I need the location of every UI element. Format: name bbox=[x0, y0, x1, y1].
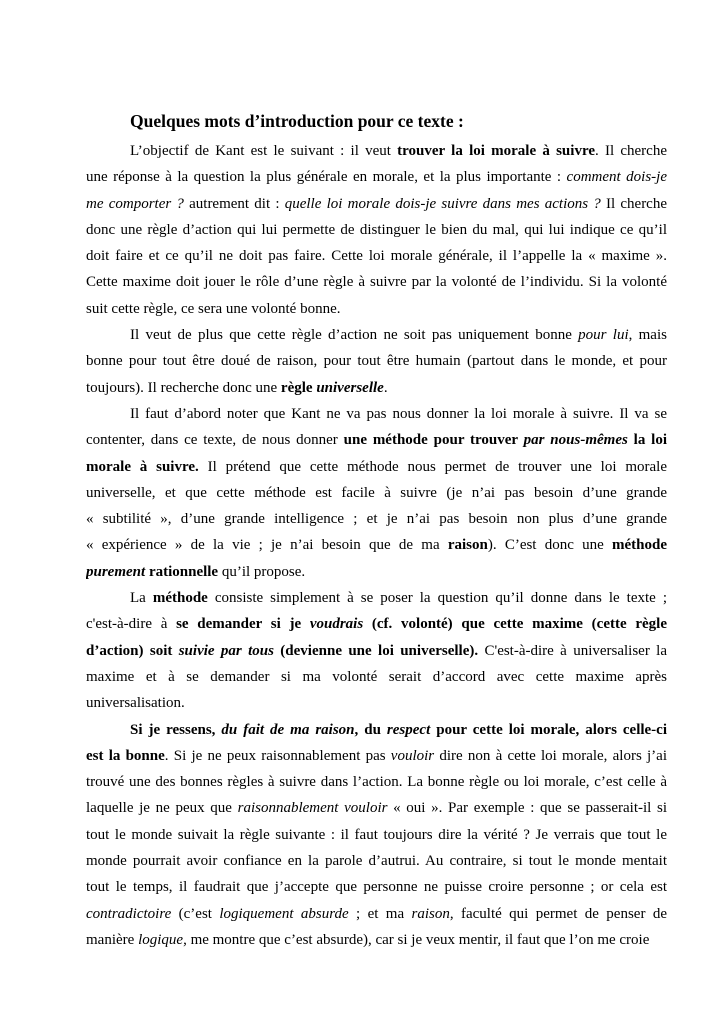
text-line bbox=[86, 769, 667, 795]
text-line bbox=[86, 427, 667, 453]
text-run: respect bbox=[386, 721, 431, 738]
text-line bbox=[86, 217, 667, 243]
text-run: « expérience » de la vie ; je n’ai besoin que de ma bbox=[86, 537, 448, 554]
text-run: raison bbox=[411, 905, 450, 922]
text-line bbox=[86, 822, 667, 848]
text-run: Il cherche bbox=[600, 195, 667, 212]
text-run: La bbox=[130, 590, 153, 607]
text-run: Il prétend que cette méthode nous permet de trouver une loi morale bbox=[198, 458, 667, 475]
text-run: universelle, et que cette méthode est facile à suivre (je n’ai pas besoin d’une grande bbox=[86, 484, 667, 501]
text-run: ; et ma bbox=[348, 905, 412, 922]
text-line bbox=[86, 901, 667, 927]
text-run: . Il cherche bbox=[594, 143, 667, 159]
text-run: quelle loi morale dois-je suivre dans mes actions ? bbox=[284, 195, 601, 212]
text-run: Il faut d’abord noter que Kant ne va pas nous donner la loi morale à suivre. Il va se bbox=[130, 405, 667, 422]
text-run: pour cette loi morale, alors celle-ci bbox=[430, 721, 667, 738]
text-run: une réponse à la question la plus générale en morale, et la plus importante : bbox=[86, 169, 567, 186]
text-run: . bbox=[383, 379, 388, 396]
text-run: raison bbox=[447, 537, 488, 554]
body-text bbox=[86, 138, 667, 953]
text-run: c'est-à-dire à bbox=[86, 616, 177, 633]
text-run: règle bbox=[280, 379, 317, 396]
text-line bbox=[86, 322, 667, 348]
text-run: trouver la loi morale à suivre bbox=[397, 143, 595, 159]
text-run: suivie par tous bbox=[178, 642, 274, 659]
text-line bbox=[86, 532, 667, 558]
text-line bbox=[86, 164, 667, 190]
text-run: trouvé une des bonnes règles à suivre dans l’action. La bonne règle ou loi morale, c’est celle à bbox=[86, 774, 667, 791]
text-run: autrement dit : bbox=[183, 195, 285, 212]
text-run: , me montre que c’est absurde), car si je veux mentir, il faut que l’on me croie bbox=[183, 931, 650, 948]
text-run: me comporter ? bbox=[86, 195, 184, 212]
section-title: Quelques mots d’introduction pour ce texte : bbox=[130, 111, 464, 131]
text-run: raisonnablement vouloir bbox=[237, 800, 388, 817]
text-run: monde pourrait avoir confiance en la parole d’autrui. Au contraire, si tout le monde mentait bbox=[86, 853, 667, 870]
text-run: une méthode pour trouver bbox=[343, 432, 524, 449]
text-run: vouloir bbox=[390, 747, 435, 764]
text-line bbox=[86, 191, 667, 217]
text-run: universalisation. bbox=[86, 695, 185, 712]
text-run: donc une règle d’action qui lui permette de distinguer le bien du mal, qui lui indique ce qu’il bbox=[86, 221, 667, 238]
text-run: maxime et à se demander si ma volonté serait d’accord avec cette maxime après bbox=[86, 668, 667, 685]
text-run: morale à suivre. bbox=[86, 458, 199, 475]
text-line bbox=[86, 243, 667, 269]
text-run: (devienne une loi universelle). bbox=[273, 642, 479, 659]
text-line bbox=[86, 638, 667, 664]
text-line bbox=[86, 690, 667, 716]
text-run: , mais bbox=[628, 327, 667, 344]
text-run: laquelle je ne peux que bbox=[86, 800, 238, 817]
text-run: toujours). Il recherche donc une bbox=[86, 379, 281, 396]
text-line bbox=[86, 138, 667, 164]
document-page bbox=[86, 104, 667, 953]
text-line bbox=[86, 559, 667, 585]
text-run: la loi bbox=[627, 432, 667, 449]
text-run: pour lui bbox=[578, 327, 629, 344]
text-run: méthode bbox=[611, 537, 667, 554]
text-run: manière bbox=[86, 931, 139, 948]
text-run: (cf. volonté) que cette maxime (cette règle bbox=[363, 616, 667, 633]
text-run: suit cette règle, ce sera une volonté bonne. bbox=[86, 300, 341, 317]
text-run: contradictoire bbox=[86, 905, 172, 922]
text-run: méthode bbox=[152, 590, 208, 607]
text-run: d’action) soit bbox=[86, 642, 179, 659]
text-run: se demander si je bbox=[176, 616, 310, 633]
text-run: voudrais bbox=[309, 616, 364, 633]
text-run: logique bbox=[138, 931, 184, 948]
text-run: rationnelle bbox=[145, 563, 219, 580]
text-run: Il veut de plus que cette règle d’action ne soit pas uniquement bonne bbox=[130, 327, 579, 344]
text-line bbox=[86, 348, 667, 374]
text-line bbox=[86, 874, 667, 900]
text-run: doit faire et ce qu’il ne doit pas faire. Cette loi morale générale, il l’appelle la « maxime ». bbox=[86, 248, 667, 265]
text-run: ). C’est donc une bbox=[487, 537, 612, 554]
text-line bbox=[86, 795, 667, 821]
text-line bbox=[86, 585, 667, 611]
text-line bbox=[86, 848, 667, 874]
text-line bbox=[86, 296, 667, 322]
text-run: dire non à cette loi morale, alors j’ai bbox=[434, 747, 667, 764]
text-run: L’objectif de Kant est le suivant : il veut bbox=[130, 143, 398, 159]
text-run: du fait de ma raison bbox=[221, 721, 355, 738]
text-run: logiquement absurde bbox=[219, 905, 349, 922]
text-line bbox=[86, 611, 667, 637]
text-run: « oui ». Par exemple : que se passerait-il si bbox=[387, 800, 667, 817]
text-run: universelle bbox=[316, 379, 384, 396]
text-line bbox=[86, 717, 667, 743]
text-run: Si je ressens, bbox=[130, 721, 222, 738]
text-run: Cette maxime doit jouer le rôle d’une règle à suivre par la volonté de l’individu. Si la volonté bbox=[86, 274, 667, 291]
text-run: C'est-à-dire à universaliser la bbox=[478, 642, 667, 659]
text-line bbox=[86, 664, 667, 690]
text-run: tout le temps, il faudrait que j’accepte que personne ne puisse croire personne ; or cela est bbox=[86, 879, 667, 896]
text-line bbox=[86, 743, 667, 769]
text-run: consiste simplement à se poser la question qu’il donne dans le texte ; bbox=[207, 590, 667, 607]
text-line bbox=[86, 506, 667, 532]
text-run: , du bbox=[354, 721, 387, 738]
text-line bbox=[86, 454, 667, 480]
text-run: . Si je ne peux raisonnablement pas bbox=[164, 747, 391, 764]
text-run: est la bonne bbox=[86, 747, 165, 764]
text-run: (c’est bbox=[171, 905, 220, 922]
text-run: purement bbox=[86, 563, 146, 580]
text-run: comment dois-je bbox=[566, 169, 667, 186]
text-run: , faculté qui permet de penser de bbox=[449, 905, 667, 922]
text-line bbox=[86, 269, 667, 295]
text-run: « subtilité », d’une grande intelligence ; et je n’ai pas besoin non plus d’une grande bbox=[86, 511, 667, 528]
text-run: qu’il propose. bbox=[218, 563, 306, 580]
text-run: tout le monde suivait la règle suivante : il faut toujours dire la vérité ? Je verrais que tout le bbox=[86, 826, 667, 843]
text-line bbox=[86, 480, 667, 506]
text-run: bonne pour tout être doué de raison, pour tout être humain (partout dans le monde, et pour bbox=[86, 353, 667, 370]
text-line bbox=[86, 927, 667, 953]
text-run: par nous-mêmes bbox=[523, 432, 628, 449]
text-run: contenter, dans ce texte, de nous donner bbox=[86, 432, 344, 449]
text-line bbox=[86, 375, 667, 401]
text-line bbox=[86, 401, 667, 427]
